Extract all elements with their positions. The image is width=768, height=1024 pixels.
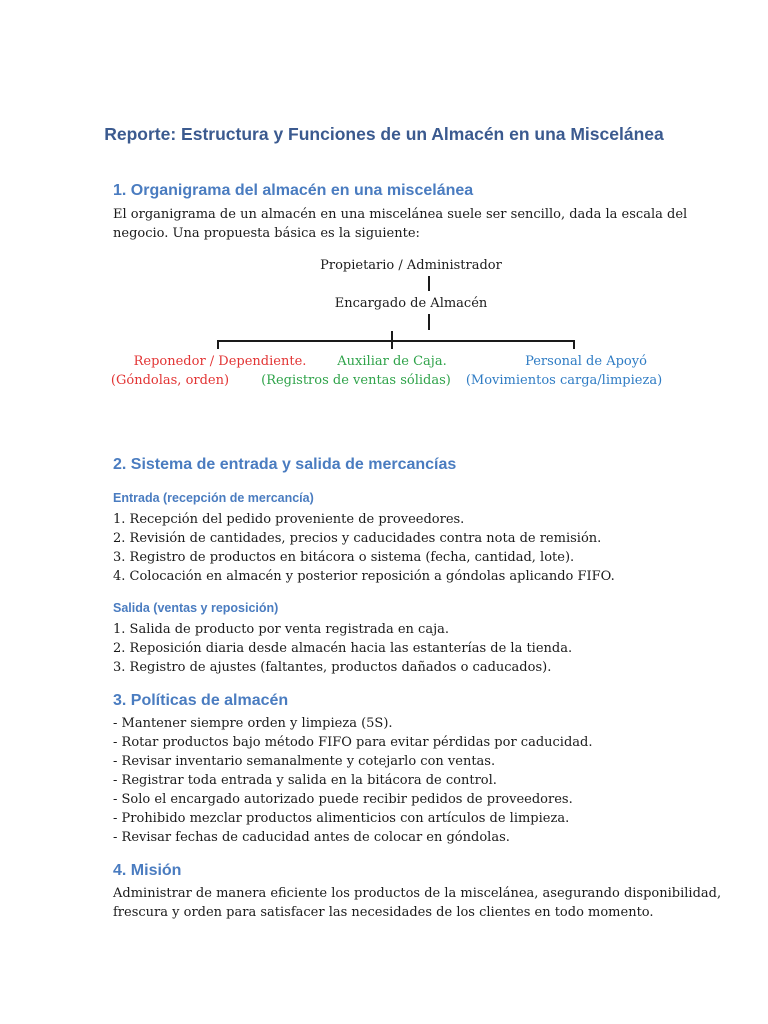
org-right-sub: (Movimientos carga/limpieza) bbox=[465, 373, 663, 388]
entrada-item-3: 3. Registro de productos en bitácora o sistema (fecha, cantidad, lote). bbox=[113, 550, 575, 565]
org-branch-line bbox=[217, 340, 574, 342]
mission-line1: Administrar de manera eficiente los productos de la miscelánea, asegurando disponibilidad, bbox=[113, 886, 722, 901]
org-middle-node: Encargado de Almacén bbox=[334, 296, 488, 311]
org-left-sub: (Góndolas, orden) bbox=[110, 373, 230, 388]
policy-item-5: - Solo el encargado autorizado puede recibir pedidos de proveedores. bbox=[113, 792, 573, 807]
entrada-item-2: 2. Revisión de cantidades, precios y caducidades contra nota de remisión. bbox=[113, 531, 602, 546]
org-center-sub: (Registros de ventas sólidas) bbox=[261, 373, 451, 388]
report-title: Reporte: Estructura y Funciones de un Almacén en una Miscelánea bbox=[104, 124, 664, 144]
section1-intro-line1: El organigrama de un almacén en una miscelánea suele ser sencillo, dada la escala del bbox=[113, 207, 688, 222]
policy-item-7: - Revisar fechas de caducidad antes de colocar en góndolas. bbox=[113, 830, 510, 845]
policy-item-2: - Rotar productos bajo método FIFO para evitar pérdidas por caducidad. bbox=[113, 735, 593, 750]
section4-heading: 4. Misión bbox=[113, 862, 182, 879]
section3-heading: 3. Políticas de almacén bbox=[113, 692, 289, 709]
entrada-heading: Entrada (recepción de mercancía) bbox=[113, 491, 314, 505]
policy-item-3: - Revisar inventario semanalmente y cotejarlo con ventas. bbox=[113, 754, 496, 769]
org-connector-top bbox=[428, 276, 430, 291]
org-left-title: Reponedor / Dependiente. bbox=[133, 354, 307, 369]
salida-heading: Salida (ventas y reposición) bbox=[113, 601, 279, 615]
entrada-item-1: 1. Recepción del pedido proveniente de proveedores. bbox=[113, 512, 465, 527]
org-right-title: Personal de Apoyó bbox=[525, 354, 647, 369]
salida-item-1: 1. Salida de producto por venta registrada en caja. bbox=[113, 622, 449, 637]
policy-item-6: - Prohibido mezclar productos alimenticios con artículos de limpieza. bbox=[113, 811, 570, 826]
section1-intro-line2: negocio. Una propuesta básica es la siguiente: bbox=[113, 226, 420, 241]
section1-heading: 1. Organigrama del almacén en una miscelánea bbox=[113, 182, 474, 199]
mission-line2: frescura y orden para satisfacer las necesidades de los clientes en todo momento. bbox=[113, 905, 654, 920]
org-connector-center bbox=[391, 331, 393, 349]
policy-item-1: - Mantener siempre orden y limpieza (5S). bbox=[113, 716, 393, 731]
salida-item-2: 2. Reposición diaria desde almacén hacia las estanterías de la tienda. bbox=[113, 641, 573, 656]
org-top-node: Propietario / Administrador bbox=[320, 258, 502, 273]
section2-heading: 2. Sistema de entrada y salida de mercancías bbox=[113, 456, 457, 473]
entrada-item-4: 4. Colocación en almacén y posterior reposición a góndolas aplicando FIFO. bbox=[113, 569, 615, 584]
org-connector-middle bbox=[428, 314, 430, 330]
salida-item-3: 3. Registro de ajustes (faltantes, productos dañados o caducados). bbox=[113, 660, 552, 675]
policy-item-4: - Registrar toda entrada y salida en la bitácora de control. bbox=[113, 773, 497, 788]
org-connector-right bbox=[573, 340, 575, 349]
org-center-title: Auxiliar de Caja. bbox=[337, 354, 447, 369]
org-connector-left bbox=[217, 340, 219, 349]
